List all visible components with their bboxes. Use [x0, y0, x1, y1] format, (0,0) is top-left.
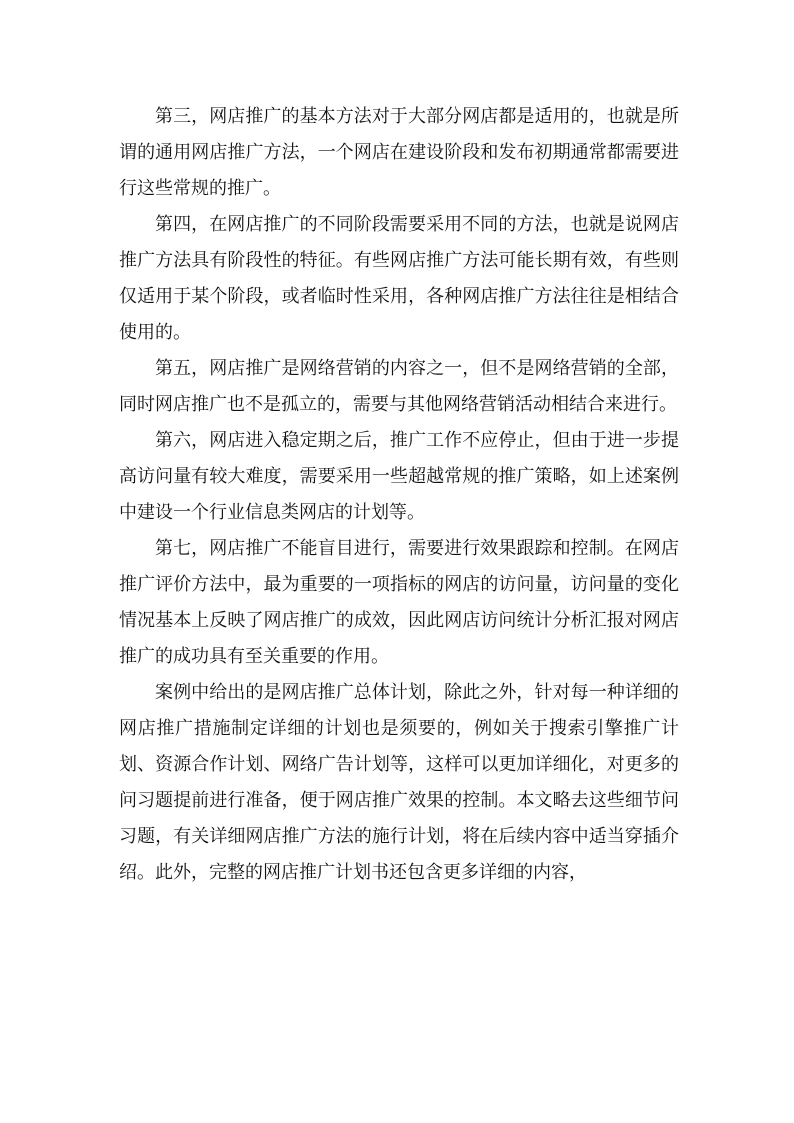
document-body — [119, 99, 679, 891]
paragraph-fifth: 第五，网店推广是网络营销的内容之一，但不是网络营销的全部，同时网店推广也不是孤立的，需要与其他网络营销活动相结合来进行。 — [119, 358, 679, 415]
paragraph-third: 第三，网店推广的基本方法对于大部分网店都是适用的，也就是所谓的通用网店推广方法，一个网店在建设阶段和发布初期通常都需要进行这些常规的推广。 — [119, 106, 679, 199]
paragraph-seventh: 第七，网店推广不能盲目进行，需要进行效果跟踪和控制。在网店推广评价方法中，最为重要的一项指标的网店的访问量，访问量的变化情况基本上反映了网店推广的成效，因此网店访问统计分析汇报对网店推广的成功具有至关重要的作用。 — [119, 538, 679, 667]
paragraph-case-plan: 案例中给出的是网店推广总体计划，除此之外，针对每一种详细的网店推广措施制定详细的计划也是须要的，例如关于搜索引擎推广计划、资源合作计划、网络广告计划等，这样可以更加详细化，对更多的问习题提前进行准备，便于网店推广效果的控制。本文略去这些细节问习题，有关详细网店推广方法的施行计划，将在后续内容中适当穿插介绍。此外，完整的网店推广计划书还包含更多详细的内容， — [119, 682, 679, 883]
paragraph-sixth: 第六，网店进入稳定期之后，推广工作不应停止，但由于进一步提高访问量有较大难度，需要采用一些超越常规的推广策略，如上述案例中建设一个行业信息类网店的计划等。 — [119, 430, 679, 523]
paragraph-fourth: 第四，在网店推广的不同阶段需要采用不同的方法，也就是说网店推广方法具有阶段性的特征。有些网店推广方法可能长期有效，有些则仅适用于某个阶段，或者临时性采用，各种网店推广方法往往是相结合使用的。 — [119, 214, 679, 343]
